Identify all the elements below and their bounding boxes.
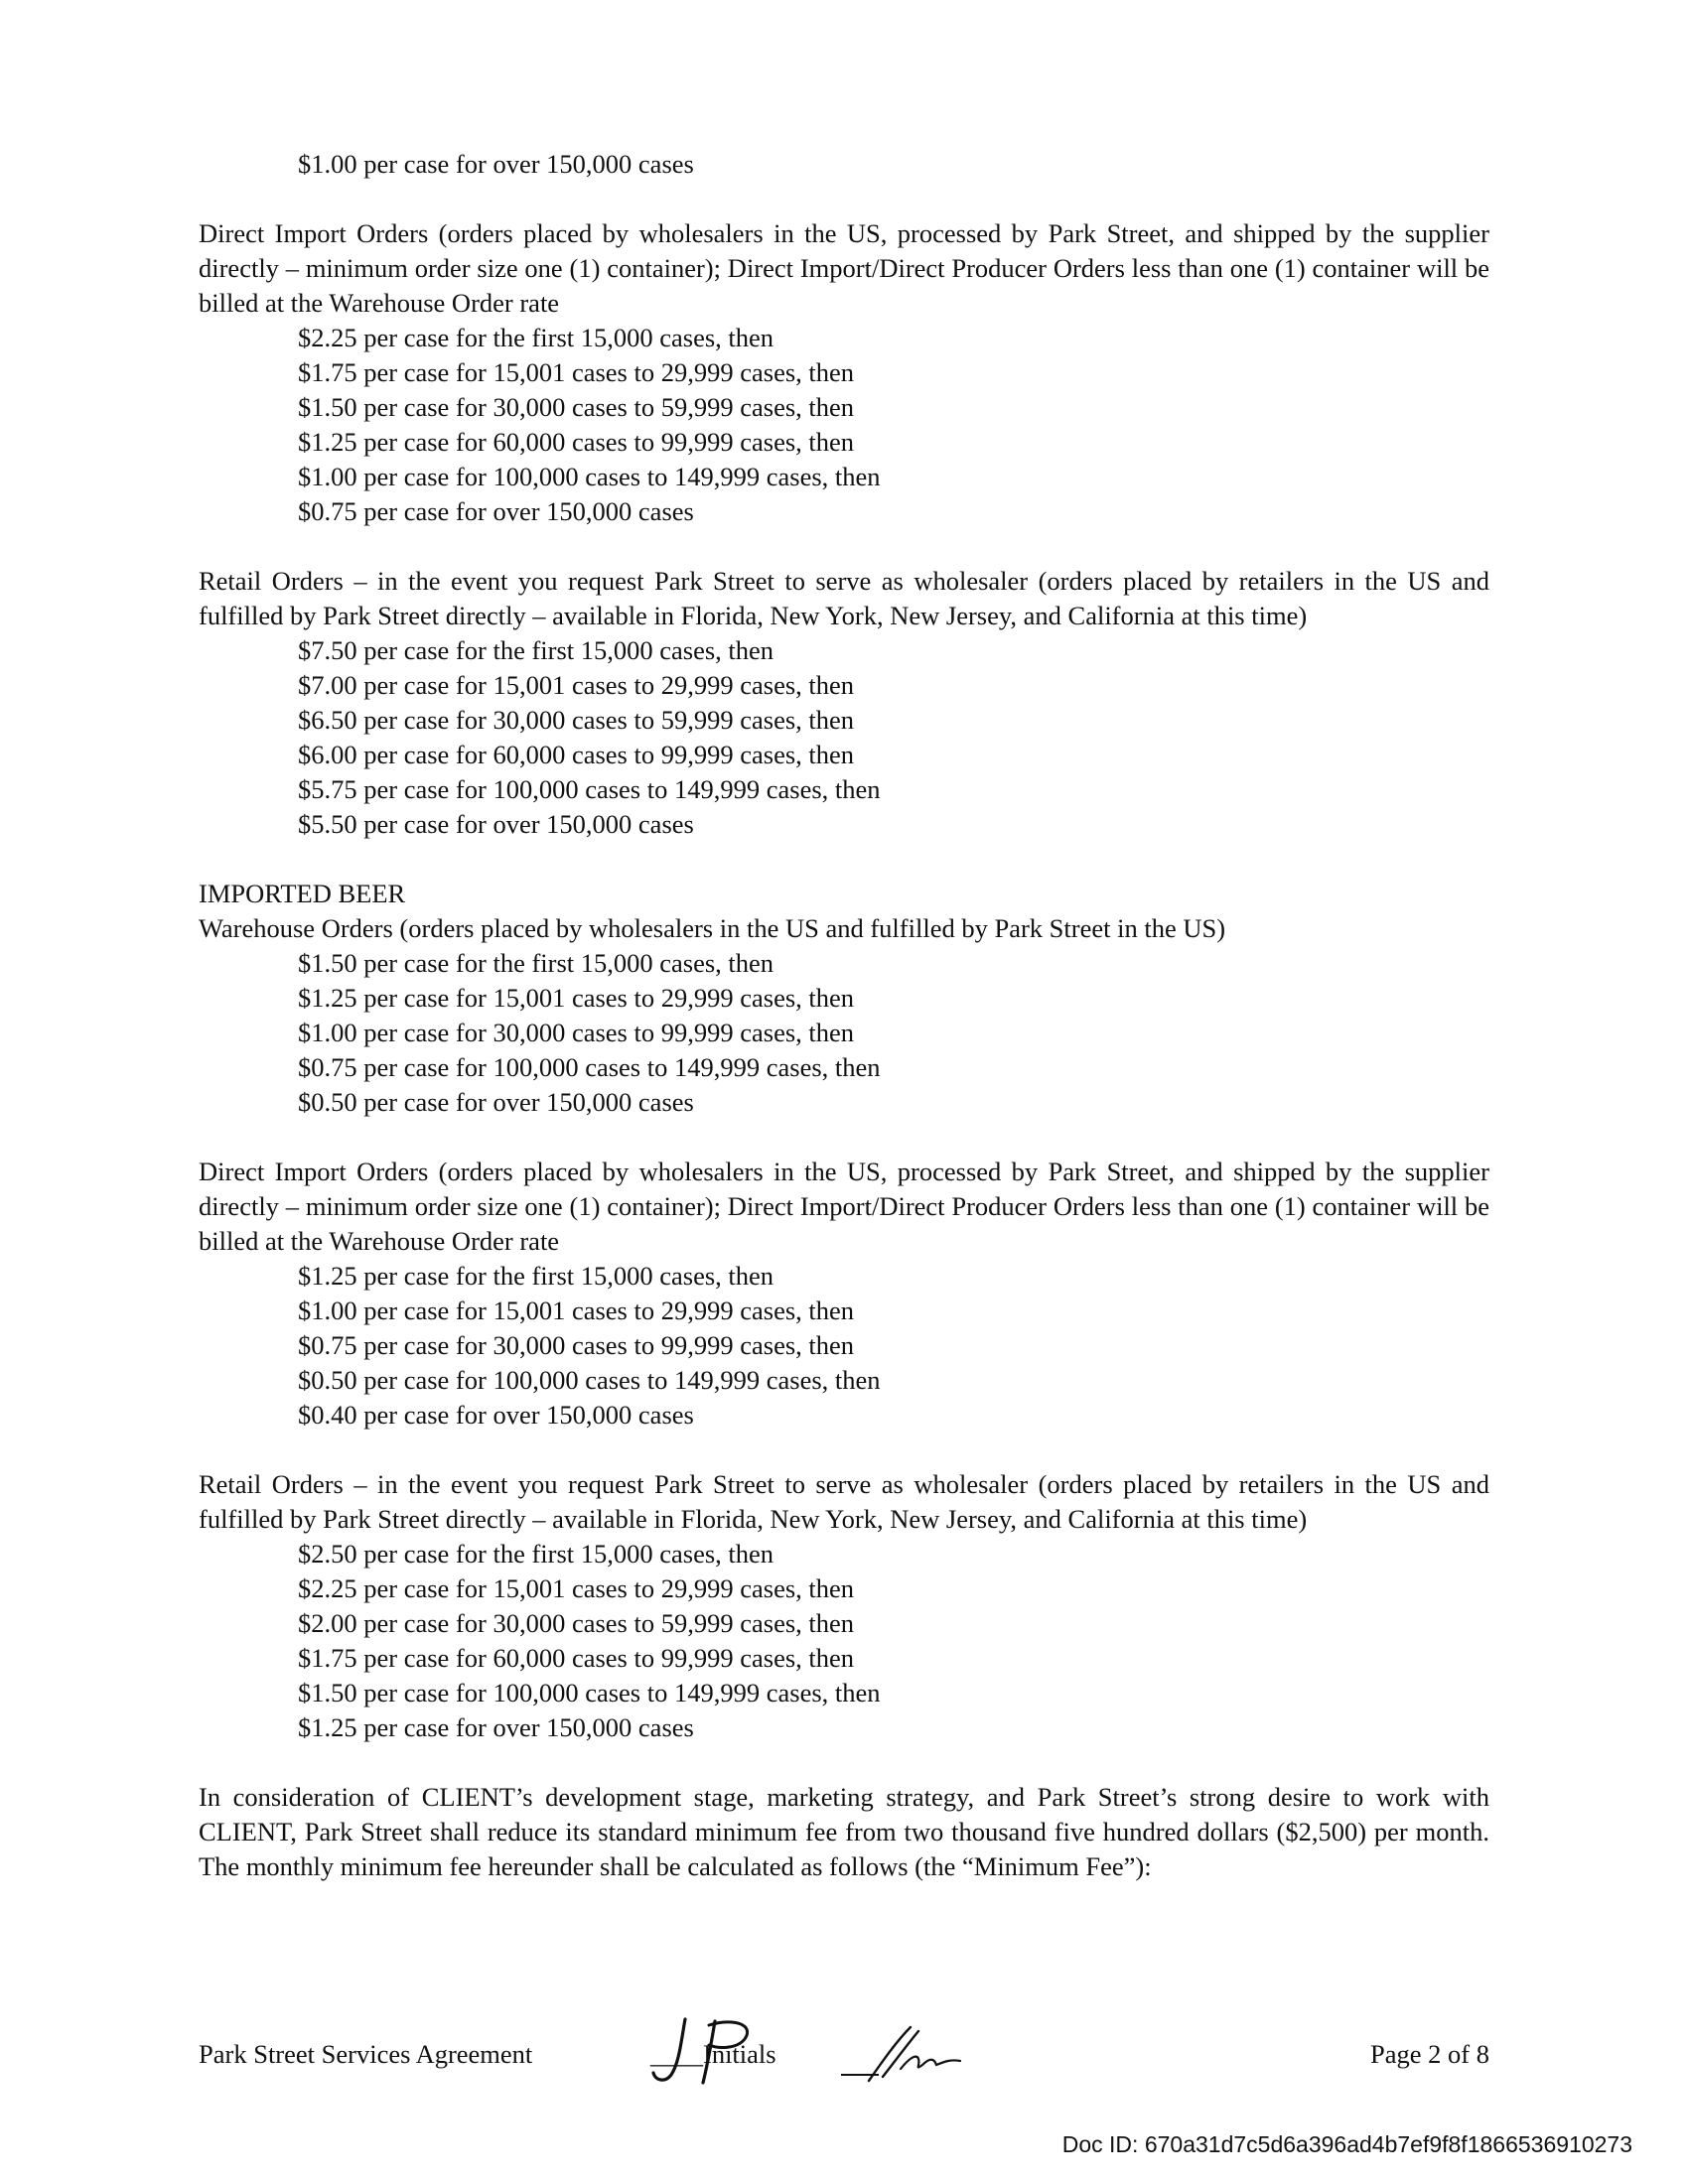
rate-line: $2.25 per case for 15,001 cases to 29,999 cases, then xyxy=(298,1573,855,1603)
spacer xyxy=(199,1433,1489,1467)
spirits-retail-rates xyxy=(199,633,1489,842)
footer-initials xyxy=(650,2037,776,2072)
spacer xyxy=(199,529,1489,564)
doc-id: Doc ID: 670a31d7c5d6a396ad4b7ef9f8f1866536910273 xyxy=(1061,2131,1632,2157)
rate-line: $2.25 per case for the first 15,000 cases, then xyxy=(298,323,774,352)
rate-line: $2.50 per case for the first 15,000 cases, then xyxy=(298,1539,774,1569)
rate-line: $0.50 per case for over 150,000 cases xyxy=(298,1087,694,1117)
footer-agreement-title: Park Street Services Agreement xyxy=(199,2039,533,2069)
rate-line: $0.75 per case for over 150,000 cases xyxy=(298,496,694,526)
rate-line: $1.50 per case for 100,000 cases to 149,999 cases, then xyxy=(298,1678,881,1707)
page-footer xyxy=(199,2025,1489,2085)
rate-line: $0.50 per case for 100,000 cases to 149,999 cases, then xyxy=(298,1365,881,1395)
spirits-direct-import-rates xyxy=(199,321,1489,529)
rate-line: $0.75 per case for 100,000 cases to 149,999 cases, then xyxy=(298,1052,881,1082)
initials-label: Initials xyxy=(703,2039,776,2069)
rate-line: $0.40 per case for over 150,000 cases xyxy=(298,1400,694,1430)
initials-blank: ____ xyxy=(650,2039,703,2069)
signature-scribble-icon xyxy=(839,2025,978,2085)
rate-line: $1.75 per case for 60,000 cases to 99,999 cases, then xyxy=(298,1643,855,1673)
rate-line: $1.00 per case for 15,001 cases to 29,999 cases, then xyxy=(298,1296,855,1325)
spacer xyxy=(199,1120,1489,1155)
beer-direct-import-rates xyxy=(199,1259,1489,1433)
rate-line: $1.00 per case for 100,000 cases to 149,999 cases, then xyxy=(298,462,881,491)
rate-line: $1.75 per case for 15,001 cases to 29,999 cases, then xyxy=(298,357,855,387)
spacer xyxy=(199,1745,1489,1780)
rate-line: $5.75 per case for 100,000 cases to 149,999 cases, then xyxy=(298,774,881,804)
beer-retail-intro: Retail Orders – in the event you request Park Street to serve as wholesaler (orders placed by retailers in the US and fulfilled by Park Street directly – available in Florida, New York, New Jersey, and California at this time) xyxy=(199,1469,1489,1534)
rate-line: $1.50 per case for 30,000 cases to 59,999 cases, then xyxy=(298,392,855,422)
spirits-direct-import-intro: Direct Import Orders (orders placed by wholesalers in the US, processed by Park Street, and shipped by the supplier directly – minimum order size one (1) container); Direct Import/Direct Producer Orders less than one (1) container will be billed at the Warehouse Order rate xyxy=(199,218,1489,318)
rate-line: $5.50 per case for over 150,000 cases xyxy=(298,809,694,839)
beer-warehouse-rates xyxy=(199,946,1489,1120)
minimum-fee-paragraph: In consideration of CLIENT’s development stage, marketing strategy, and Park Street’s strong desire to work with CLIENT, Park Street shall reduce its standard minimum fee from two thousand five hundred dollars ($2,500) per month. The monthly minimum fee hereunder shall be calculated as follows (the “Minimum Fee”): xyxy=(199,1782,1489,1881)
document-page xyxy=(199,147,1489,1884)
beer-warehouse-intro: Warehouse Orders (orders placed by wholesalers in the US and fulfilled by Park Street in the US) xyxy=(199,913,1226,943)
rate-line: $1.25 per case for the first 15,000 cases, then xyxy=(298,1261,774,1291)
rate-line: $6.50 per case for 30,000 cases to 59,999 cases, then xyxy=(298,705,855,735)
section-heading-imported-beer: IMPORTED BEER xyxy=(199,879,406,908)
spirits-retail-intro: Retail Orders – in the event you request Park Street to serve as wholesaler (orders placed by retailers in the US and fulfilled by Park Street directly – available in Florida, New York, New Jersey, and California at this time) xyxy=(199,566,1489,630)
spacer xyxy=(199,842,1489,877)
spacer xyxy=(199,182,1489,216)
rate-line: $7.50 per case for the first 15,000 cases, then xyxy=(298,635,774,665)
beer-direct-import-intro: Direct Import Orders (orders placed by wholesalers in the US, processed by Park Street, and shipped by the supplier directly – minimum order size one (1) container); Direct Import/Direct Producer Orders less than one (1) container will be billed at the Warehouse Order rate xyxy=(199,1157,1489,1256)
rate-line: $2.00 per case for 30,000 cases to 59,999 cases, then xyxy=(298,1608,855,1638)
rate-line: $1.50 per case for the first 15,000 cases, then xyxy=(298,948,774,978)
rate-line: $6.00 per case for 60,000 cases to 99,999 cases, then xyxy=(298,740,855,769)
rate-line: $1.00 per case for 30,000 cases to 99,999 cases, then xyxy=(298,1018,855,1047)
rate-line: $1.25 per case for 15,001 cases to 29,999 cases, then xyxy=(298,983,855,1013)
rate-line: $7.00 per case for 15,001 cases to 29,999 cases, then xyxy=(298,670,855,700)
rate-line: $1.25 per case for over 150,000 cases xyxy=(298,1712,694,1742)
spirits-warehouse-rates xyxy=(199,147,1489,182)
footer-page-number: Page 2 of 8 xyxy=(1370,2039,1489,2069)
rate-line: $1.25 per case for 60,000 cases to 99,999 cases, then xyxy=(298,427,855,457)
rate-line: $1.00 per case for over 150,000 cases xyxy=(298,149,694,179)
beer-retail-rates xyxy=(199,1537,1489,1745)
rate-line: $0.75 per case for 30,000 cases to 99,999 cases, then xyxy=(298,1330,855,1360)
